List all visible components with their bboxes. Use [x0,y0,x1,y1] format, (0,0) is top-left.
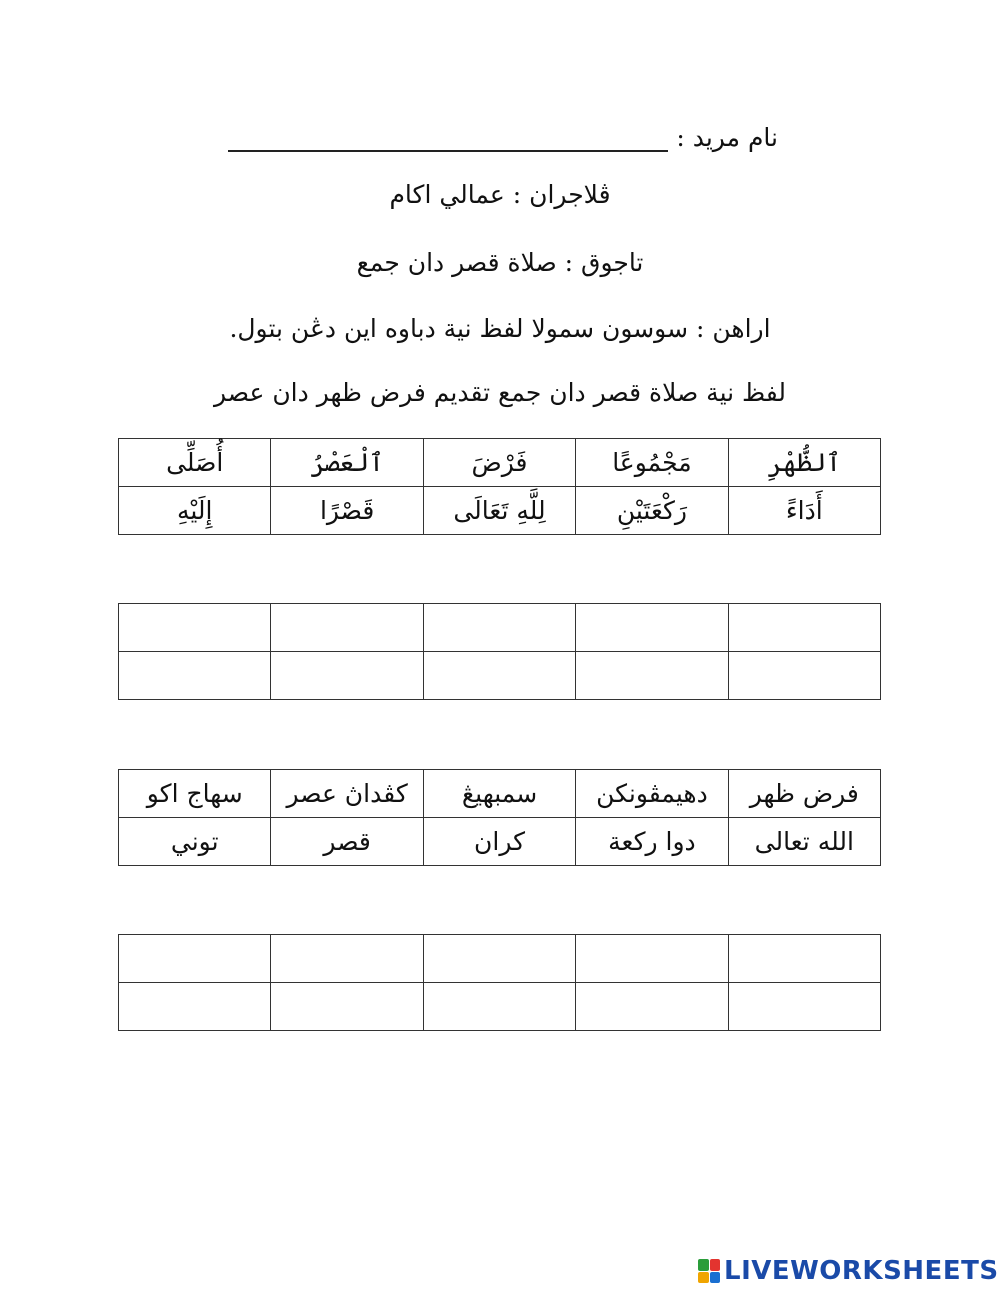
table-row [119,652,881,700]
jawi-word-cell: توني [119,818,271,866]
arabic-word-cell: لِلَّهِ تَعَالَى [423,487,575,535]
table-row [119,770,881,818]
answer-cell[interactable] [728,935,880,983]
arabic-word-cell: مَجْمُوعًا [576,439,728,487]
jawi-word-cell: كران [423,818,575,866]
answer-cell[interactable] [119,983,271,1031]
table-row [119,983,881,1031]
logo-square [710,1272,721,1284]
answer-cell[interactable] [576,652,728,700]
answer-cell[interactable] [423,983,575,1031]
liveworksheets-footer [698,1256,999,1286]
logo-square [698,1272,709,1284]
answer-cell[interactable] [728,604,880,652]
jawi-word-cell: كڤداڽ عصر [271,770,423,818]
answer-cell[interactable] [119,935,271,983]
table-row [119,487,881,535]
table-row [119,439,881,487]
table-row [119,818,881,866]
intention-title: لفظ نية صلاة قصر دان جمع تقديم فرض ظهر دان عصر [213,378,787,407]
subject-line: ڤلاجران : عمالي اكام [389,180,611,209]
answer-cell[interactable] [271,652,423,700]
answer-cell[interactable] [271,935,423,983]
arabic-word-cell: قَصْرًا [271,487,423,535]
jawi-answer-table [118,934,881,1031]
answer-cell[interactable] [423,935,575,983]
answer-cell[interactable] [728,983,880,1031]
liveworksheets-logo-icon [698,1259,720,1283]
table-row [119,604,881,652]
liveworksheets-brand: LIVEWORKSHEETS [724,1256,999,1286]
logo-square [698,1259,709,1271]
arabic-word-cell: ٱلْعَصْرُ [271,439,423,487]
jawi-word-cell: دهيمڤونكن [576,770,728,818]
answer-cell[interactable] [576,604,728,652]
logo-square [710,1259,721,1271]
answer-cell[interactable] [423,604,575,652]
answer-cell[interactable] [576,935,728,983]
jawi-word-cell: قصر [271,818,423,866]
answer-cell[interactable] [271,604,423,652]
answer-cell[interactable] [423,652,575,700]
answer-cell[interactable] [728,652,880,700]
answer-cell[interactable] [576,983,728,1031]
jawi-word-cell: فرض ظهر [728,770,880,818]
arabic-word-cell: أُصَلِّى [119,439,271,487]
arabic-answer-table [118,603,881,700]
student-name-blank[interactable] [228,122,668,152]
arabic-words-table [118,438,881,535]
arabic-word-cell: رَكْعَتَيْنِ [576,487,728,535]
jawi-word-cell: دوا ركعة [576,818,728,866]
arabic-word-cell: أَدَاءً [728,487,880,535]
jawi-word-cell: سهاج اكو [119,770,271,818]
instruction-line: اراهن : سوسون سمولا لفظ نية دباوه اين دڠن بتول. [229,314,771,343]
arabic-word-cell: ٱلظُّهْرِ [728,439,880,487]
student-name-row [228,112,778,152]
jawi-word-cell: الله تعالى [728,818,880,866]
answer-cell[interactable] [119,604,271,652]
arabic-word-cell: إِلَيْهِ [119,487,271,535]
jawi-word-cell: سمبهيڠ [423,770,575,818]
topic-line: تاجوق : صلاة قصر دان جمع [356,248,644,277]
table-row [119,935,881,983]
jawi-meanings-table [118,769,881,866]
answer-cell[interactable] [271,983,423,1031]
student-name-label: نام مريد : [676,123,778,152]
arabic-word-cell: فَرْضَ [423,439,575,487]
answer-cell[interactable] [119,652,271,700]
